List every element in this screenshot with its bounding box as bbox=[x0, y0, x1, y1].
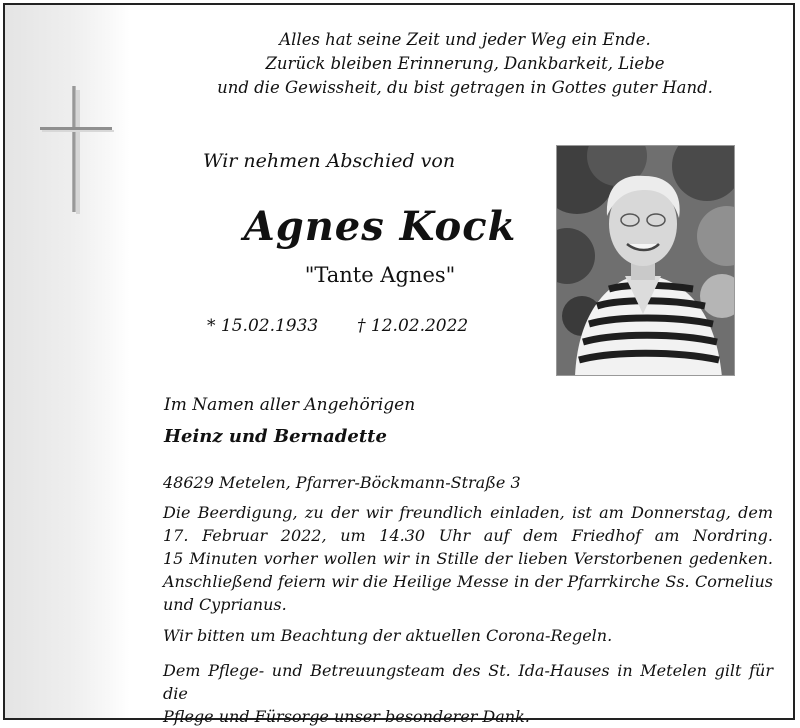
thanks-line-1: Dem Pflege- und Betreuungsteam des St. Ida-Hauses in Metelen gilt für die bbox=[163, 661, 773, 703]
deceased-nickname: "Tante Agnes" bbox=[304, 263, 456, 287]
funeral-paragraph bbox=[163, 501, 773, 616]
funeral-line-4: Anschließend feiern wir die Heilige Messe in der Pfarrkirche Ss. Cornelius bbox=[163, 572, 773, 591]
thanks-line-2: Pflege und Fürsorge unser besonderer Dank. bbox=[163, 707, 530, 726]
motto-line-1: Alles hat seine Zeit und jeder Weg ein Ende. bbox=[279, 30, 651, 49]
thanks-paragraph bbox=[163, 659, 773, 728]
motto-line-2: Zurück bleiben Erinnerung, Dankbarkeit, Liebe bbox=[265, 54, 665, 73]
cross-icon bbox=[38, 86, 114, 216]
on-behalf-label: Im Namen aller Angehörigen bbox=[164, 395, 416, 415]
funeral-line-1: Die Beerdigung, zu der wir freundlich einladen, ist am Donnerstag, dem bbox=[163, 503, 773, 522]
funeral-line-5: und Cyprianus. bbox=[163, 595, 287, 614]
motto bbox=[150, 28, 780, 100]
birth-date: * 15.02.1933 bbox=[207, 316, 319, 336]
family-names: Heinz und Bernadette bbox=[164, 426, 387, 447]
corona-note-text: Wir bitten um Beachtung der aktuellen Corona-Regeln. bbox=[163, 626, 613, 645]
farewell-heading: Wir nehmen Abschied von bbox=[203, 150, 456, 172]
portrait-illustration bbox=[557, 146, 735, 376]
motto-line-3: und die Gewissheit, du bist getragen in Gottes guter Hand. bbox=[217, 78, 713, 97]
portrait-photo bbox=[556, 145, 735, 376]
funeral-line-2: 17. Februar 2022, um 14.30 Uhr auf dem Friedhof am Nordring. bbox=[163, 526, 773, 545]
deceased-name: Agnes Kock bbox=[243, 203, 517, 250]
family-address: 48629 Metelen, Pfarrer-Böckmann-Straße 3 bbox=[163, 473, 521, 492]
funeral-line-3: 15 Minuten vorher wollen wir in Stille der lieben Verstorbenen gedenken. bbox=[163, 549, 773, 568]
corona-note bbox=[163, 624, 773, 647]
death-date: † 12.02.2022 bbox=[357, 316, 469, 336]
